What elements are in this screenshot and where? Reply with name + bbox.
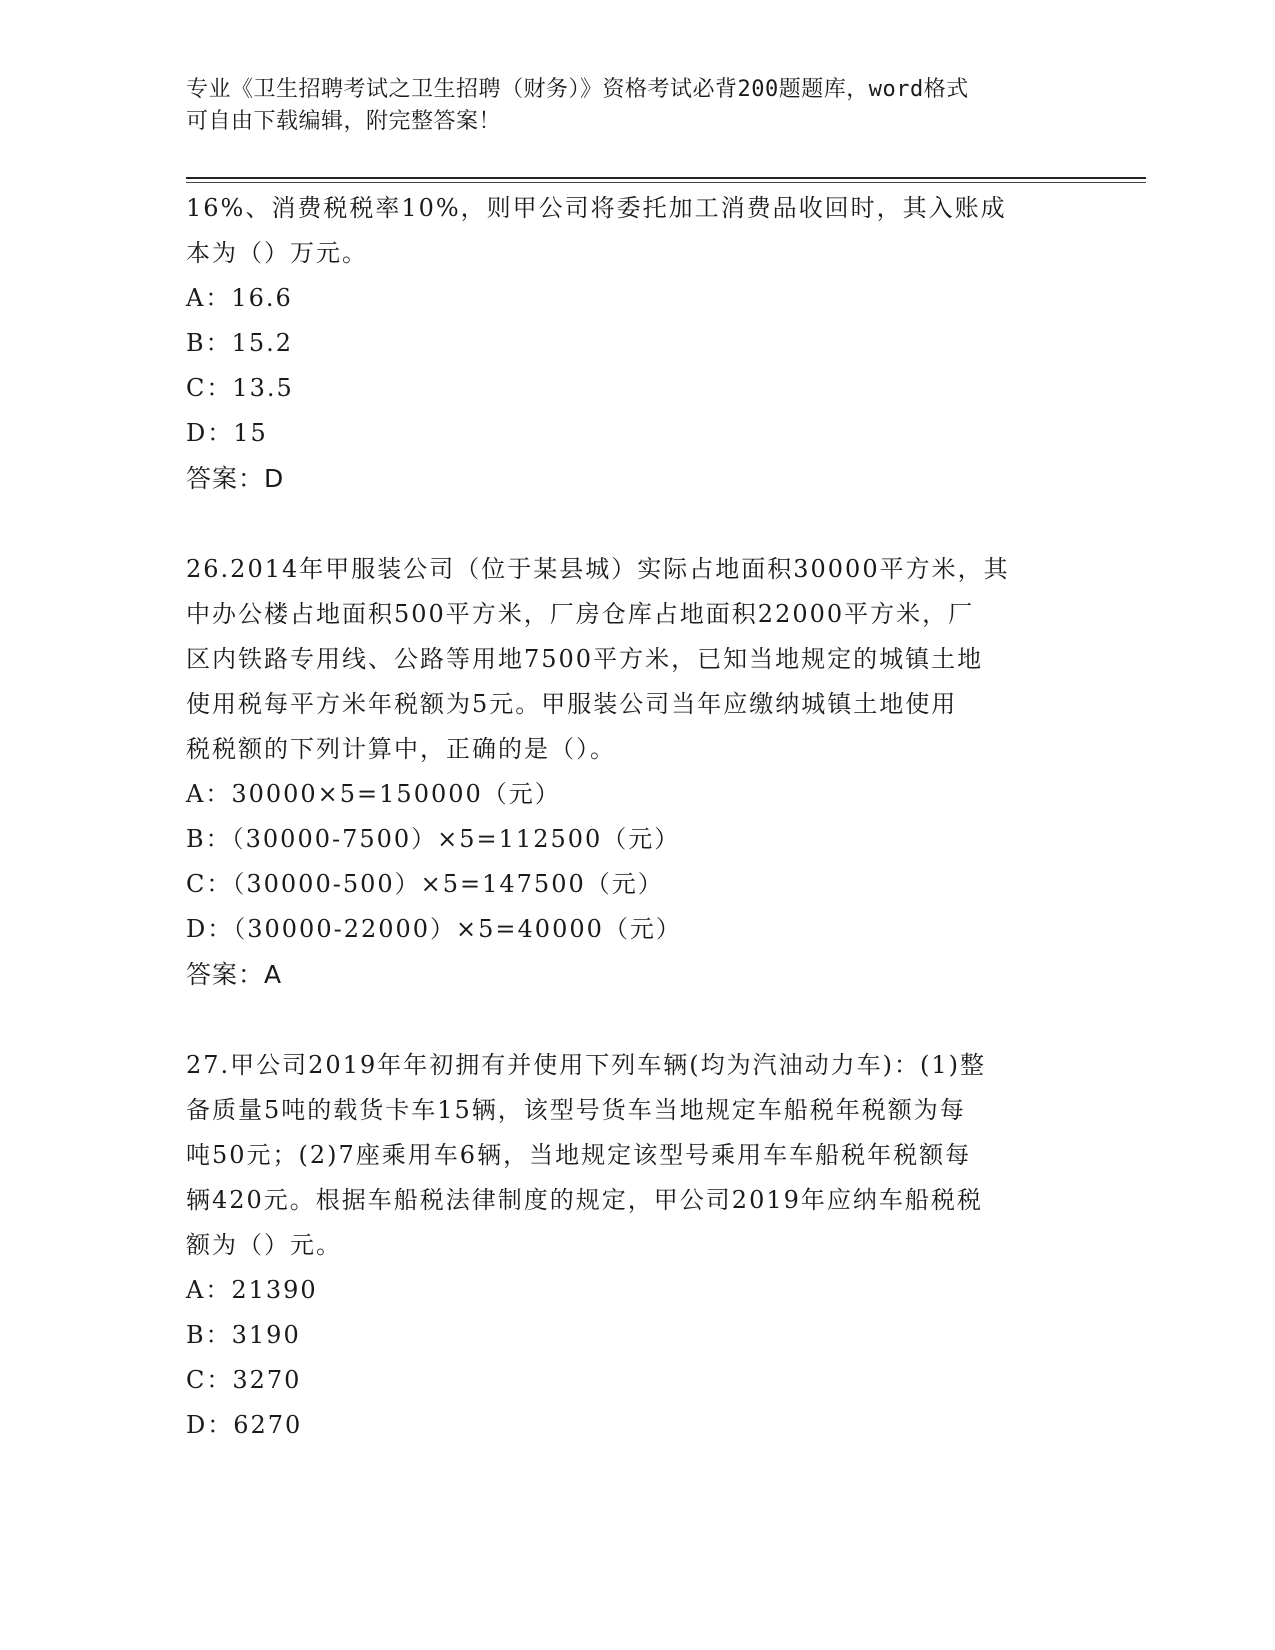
question-line: 26.2014年甲服装公司（位于某县城）实际占地面积30000平方米，其 <box>186 555 1010 583</box>
question-line: 辆420元。根据车船税法律制度的规定，甲公司2019年应纳车船税税 <box>186 1186 983 1214</box>
question-line: 中办公楼占地面积500平方米，厂房仓库占地面积22000平方米，厂 <box>186 600 975 628</box>
question-line: 额为（）元。 <box>186 1231 342 1259</box>
option-b: B：15.2 <box>186 329 294 357</box>
question-line: 使用税每平方米年税额为5元。甲服装公司当年应缴纳城镇土地使用 <box>186 690 958 718</box>
question-27 <box>186 1043 1086 1448</box>
option-d: D：15 <box>186 419 268 447</box>
question-25 <box>186 186 1086 501</box>
option-a: A：21390 <box>186 1276 318 1304</box>
question-line: 备质量5吨的载货卡车15辆，该型号货车当地规定车船税年税额为每 <box>186 1096 966 1124</box>
answer-label: 答案：A <box>186 960 283 989</box>
header-divider-thin <box>186 182 1146 183</box>
question-line: 27.甲公司2019年年初拥有并使用下列车辆(均为汽油动力车)：(1)整 <box>186 1051 986 1079</box>
option-b: B：（30000-7500）×5=112500（元） <box>186 825 681 853</box>
option-b: B：3190 <box>186 1321 301 1349</box>
spacer <box>186 501 1086 547</box>
option-a: A：30000×5=150000（元） <box>186 780 561 808</box>
header-line-2: 可自由下载编辑，附完整答案！ <box>186 109 502 134</box>
option-c: C：（30000-500）×5=147500（元） <box>186 870 664 898</box>
question-line: 区内铁路专用线、公路等用地7500平方米，已知当地规定的城镇土地 <box>186 645 984 673</box>
answer-label: 答案：D <box>186 464 285 493</box>
document-header <box>186 74 1066 138</box>
header-line-1: 专业《卫生招聘考试之卫生招聘（财务）》资格考试必背200题题库，word格式 <box>186 77 969 102</box>
question-text <box>186 186 1086 276</box>
option-a: A：16.6 <box>186 284 293 312</box>
question-line: 本为（）万元。 <box>186 239 368 267</box>
spacer <box>186 997 1086 1043</box>
document-body <box>186 186 1086 1448</box>
question-line: 16%、消费税税率10%，则甲公司将委托加工消费品收回时，其入账成 <box>186 194 1007 222</box>
question-text <box>186 547 1086 772</box>
option-c: C：3270 <box>186 1366 302 1394</box>
question-text <box>186 1043 1086 1268</box>
question-line: 税税额的下列计算中，正确的是（）。 <box>186 735 616 763</box>
option-c: C：13.5 <box>186 374 294 402</box>
option-d: D：6270 <box>186 1411 303 1439</box>
question-line: 吨50元；(2)7座乘用车6辆，当地规定该型号乘用车车船税年税额每 <box>186 1141 972 1169</box>
option-d: D：（30000-22000）×5=40000（元） <box>186 915 682 943</box>
header-divider-thick <box>186 177 1146 179</box>
question-26 <box>186 547 1086 997</box>
